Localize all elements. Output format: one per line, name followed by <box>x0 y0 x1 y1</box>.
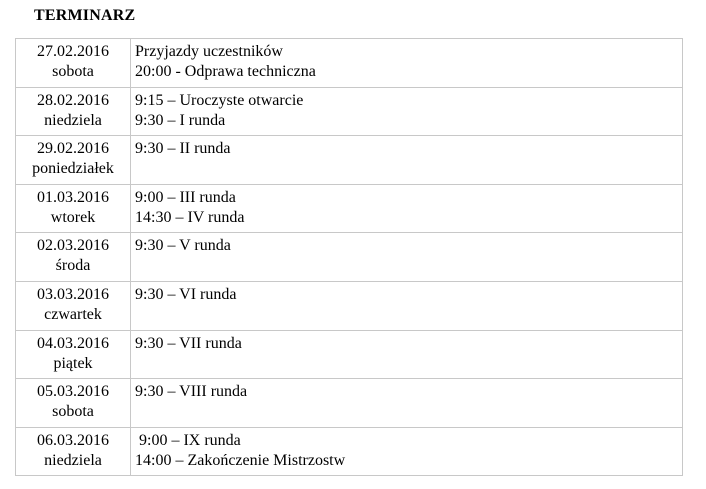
event-line: 9:30 – VII runda <box>135 334 242 352</box>
date-cell <box>16 379 131 428</box>
date-text: 27.02.2016 <box>37 43 109 60</box>
date-cell <box>16 184 131 233</box>
events-cell <box>131 379 683 428</box>
event-line: 20:00 - Odprawa techniczna <box>135 63 316 80</box>
date-text: 03.03.2016 <box>37 285 109 303</box>
event-line: 9:30 – I runda <box>135 111 226 129</box>
event-line: 9:30 – VI runda <box>135 285 237 303</box>
date-cell <box>16 233 131 282</box>
date-text: 04.03.2016 <box>37 334 109 352</box>
event-line: 9:30 – V runda <box>135 237 231 255</box>
event-line: 14:00 – Zakończenie Mistrzostw <box>135 451 346 469</box>
events-cell <box>131 184 683 233</box>
date-cell <box>16 87 131 136</box>
events-cell <box>131 39 683 88</box>
event-line: Przyjazdy uczestników <box>135 43 283 60</box>
weekday-text: środa <box>55 257 91 275</box>
date-cell <box>16 39 131 88</box>
event-line: 9:15 – Uroczyste otwarcie <box>135 91 304 109</box>
date-text: 01.03.2016 <box>37 188 109 206</box>
date-text: 29.02.2016 <box>37 140 109 158</box>
events-cell <box>131 330 683 379</box>
events-cell <box>131 281 683 330</box>
schedule-row <box>16 87 683 136</box>
event-line: 9:30 – II runda <box>135 140 231 158</box>
weekday-text: sobota <box>52 63 94 80</box>
schedule-row <box>16 281 683 330</box>
events-cell <box>131 87 683 136</box>
schedule-table <box>15 38 683 476</box>
date-text: 06.03.2016 <box>37 431 109 449</box>
schedule-row <box>16 427 683 476</box>
weekday-text: piątek <box>53 354 93 372</box>
schedule-table-body <box>16 39 683 476</box>
events-cell <box>131 427 683 476</box>
schedule-row <box>16 330 683 379</box>
date-cell <box>16 136 131 185</box>
event-line: 9:00 – III runda <box>135 188 236 206</box>
schedule-row <box>16 233 683 282</box>
schedule-row <box>16 136 683 185</box>
events-cell <box>131 233 683 282</box>
events-cell <box>131 136 683 185</box>
date-cell <box>16 427 131 476</box>
weekday-text: wtorek <box>50 208 96 226</box>
event-line: 14:30 – IV runda <box>135 208 245 226</box>
event-line: 9:00 – IX runda <box>139 431 241 449</box>
event-line: 9:30 – VIII runda <box>135 383 248 401</box>
schedule-row <box>16 39 683 88</box>
date-text: 02.03.2016 <box>37 237 109 255</box>
weekday-text: czwartek <box>44 305 102 323</box>
schedule-row <box>16 184 683 233</box>
date-text: 28.02.2016 <box>37 91 109 109</box>
schedule-row <box>16 379 683 428</box>
date-cell <box>16 330 131 379</box>
document-title: TERMINARZ <box>34 7 136 24</box>
weekday-text: poniedziałek <box>32 160 114 178</box>
weekday-text: niedziela <box>44 451 102 469</box>
date-text: 05.03.2016 <box>37 383 109 401</box>
date-cell <box>16 281 131 330</box>
weekday-text: niedziela <box>44 111 102 129</box>
weekday-text: sobota <box>52 403 94 421</box>
